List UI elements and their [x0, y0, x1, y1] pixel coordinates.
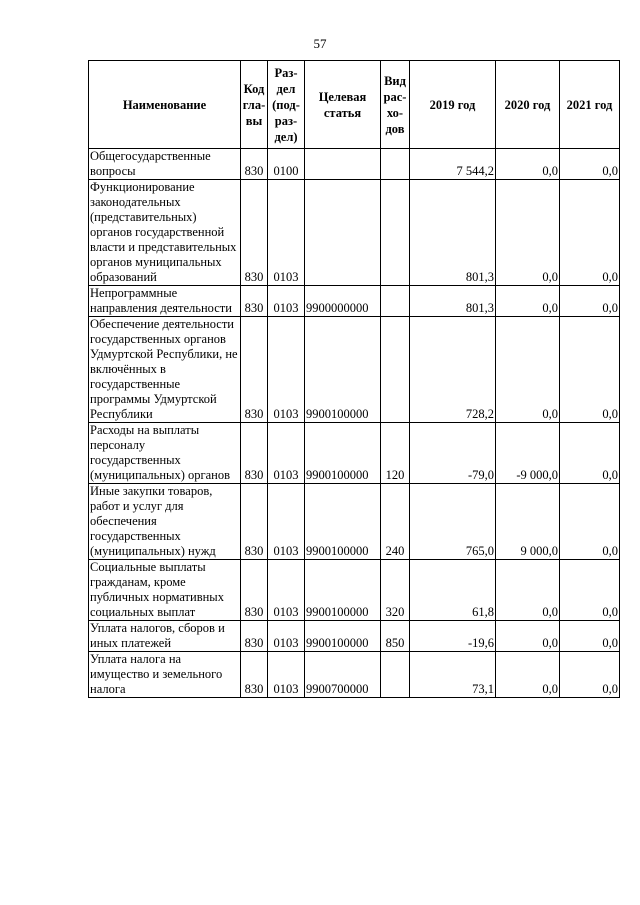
row-2021: 0,0	[560, 180, 620, 286]
row-2021: 0,0	[560, 149, 620, 180]
row-2019: 801,3	[410, 180, 496, 286]
row-2019: 61,8	[410, 560, 496, 621]
row-target: 9900100000	[305, 317, 381, 423]
header-section: Раз- дел (под- раз- дел)	[268, 61, 305, 149]
row-2020: -9 000,0	[496, 423, 560, 484]
table-row	[89, 560, 620, 621]
row-2021: 0,0	[560, 560, 620, 621]
budget-table	[88, 60, 620, 698]
row-target: 9900000000	[305, 286, 381, 317]
table-header-row	[89, 61, 620, 149]
row-kind: 850	[381, 621, 410, 652]
row-2021: 0,0	[560, 286, 620, 317]
table-row	[89, 317, 620, 423]
row-section: 0103	[268, 286, 305, 317]
row-code: 830	[241, 286, 268, 317]
row-2019: 728,2	[410, 317, 496, 423]
row-code: 830	[241, 484, 268, 560]
row-2020: 0,0	[496, 652, 560, 698]
row-2020: 0,0	[496, 286, 560, 317]
row-name: Функционирование законодательных (представительных) органов государственной власти и представительных органов муниципальных образований	[89, 180, 241, 286]
header-2019: 2019 год	[410, 61, 496, 149]
row-name: Расходы на выплаты персоналу государственных (муниципальных) органов	[89, 423, 241, 484]
header-name: Наименование	[89, 61, 241, 149]
row-name: Иные закупки товаров, работ и услуг для обеспечения государственных (муниципальных) нужд	[89, 484, 241, 560]
row-2021: 0,0	[560, 652, 620, 698]
table-row	[89, 423, 620, 484]
row-section: 0103	[268, 560, 305, 621]
table-row	[89, 652, 620, 698]
row-code: 830	[241, 621, 268, 652]
row-name: Обеспечение деятельности государственных органов Удмуртской Республики, не включённых в государственные программы Удмуртской Республики	[89, 317, 241, 423]
row-2019: -79,0	[410, 423, 496, 484]
row-name: Непрограммные направления деятельности	[89, 286, 241, 317]
row-kind	[381, 286, 410, 317]
table-row	[89, 149, 620, 180]
row-section: 0103	[268, 484, 305, 560]
row-code: 830	[241, 652, 268, 698]
row-2019: 765,0	[410, 484, 496, 560]
row-2020: 0,0	[496, 180, 560, 286]
row-name: Уплата налогов, сборов и иных платежей	[89, 621, 241, 652]
header-kind: Вид рас- хо- дов	[381, 61, 410, 149]
row-section: 0103	[268, 317, 305, 423]
table-row	[89, 484, 620, 560]
header-2020: 2020 год	[496, 61, 560, 149]
row-section: 0103	[268, 652, 305, 698]
table-row	[89, 286, 620, 317]
row-code: 830	[241, 149, 268, 180]
row-2020: 9 000,0	[496, 484, 560, 560]
row-kind	[381, 652, 410, 698]
row-target	[305, 180, 381, 286]
header-target: Целевая статья	[305, 61, 381, 149]
row-name: Социальные выплаты гражданам, кроме публичных нормативных социальных выплат	[89, 560, 241, 621]
row-code: 830	[241, 317, 268, 423]
row-section: 0100	[268, 149, 305, 180]
row-target: 9900100000	[305, 423, 381, 484]
row-section: 0103	[268, 621, 305, 652]
row-target: 9900100000	[305, 484, 381, 560]
row-section: 0103	[268, 423, 305, 484]
row-2021: 0,0	[560, 621, 620, 652]
row-2019: 7 544,2	[410, 149, 496, 180]
row-2021: 0,0	[560, 484, 620, 560]
row-2019: 73,1	[410, 652, 496, 698]
row-kind	[381, 180, 410, 286]
row-code: 830	[241, 423, 268, 484]
row-code: 830	[241, 180, 268, 286]
row-target	[305, 149, 381, 180]
row-2020: 0,0	[496, 149, 560, 180]
row-target: 9900100000	[305, 560, 381, 621]
row-2021: 0,0	[560, 317, 620, 423]
table-row	[89, 621, 620, 652]
row-name: Общегосударственные вопросы	[89, 149, 241, 180]
row-target: 9900700000	[305, 652, 381, 698]
header-code: Код гла- вы	[241, 61, 268, 149]
row-section: 0103	[268, 180, 305, 286]
row-2020: 0,0	[496, 621, 560, 652]
row-2021: 0,0	[560, 423, 620, 484]
row-2019: -19,6	[410, 621, 496, 652]
row-name: Уплата налога на имущество и земельного налога	[89, 652, 241, 698]
row-kind: 320	[381, 560, 410, 621]
row-2020: 0,0	[496, 317, 560, 423]
row-2019: 801,3	[410, 286, 496, 317]
header-2021: 2021 год	[560, 61, 620, 149]
row-kind: 240	[381, 484, 410, 560]
row-kind: 120	[381, 423, 410, 484]
table-row	[89, 180, 620, 286]
row-kind	[381, 317, 410, 423]
page-number: 57	[313, 36, 327, 51]
row-kind	[381, 149, 410, 180]
row-code: 830	[241, 560, 268, 621]
row-2020: 0,0	[496, 560, 560, 621]
row-target: 9900100000	[305, 621, 381, 652]
